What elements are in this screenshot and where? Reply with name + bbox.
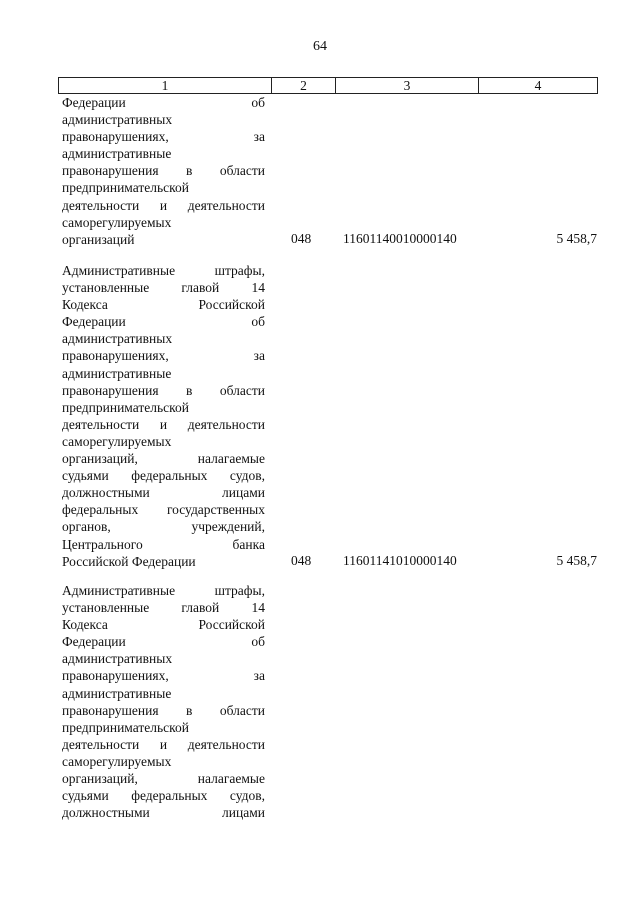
description-line: организаций, налагаемые — [62, 451, 265, 467]
description-line: организаций — [62, 231, 135, 247]
column-header-table — [58, 77, 598, 94]
row-kbk-code: 11601140010000140 — [343, 231, 457, 246]
description-line: должностными лицами — [62, 485, 265, 501]
description-line: правонарушениях, за — [62, 129, 265, 145]
description-line: установленные главой 14 — [62, 280, 265, 296]
description-line: правонарушения в области — [62, 382, 265, 398]
description-line: административные — [62, 685, 172, 701]
column-header-1: 1 — [59, 78, 272, 94]
row-description — [62, 94, 265, 248]
description-line: Российской Федерации — [62, 553, 196, 569]
column-header-4: 4 — [479, 78, 598, 94]
description-line: правонарушениях, за — [62, 668, 265, 684]
description-line: деятельности и деятельности — [62, 197, 265, 213]
description-line: саморегулируемых — [62, 753, 172, 769]
description-line: правонарушения в области — [62, 702, 265, 718]
description-line: административных — [62, 651, 173, 667]
description-line: деятельности и деятельности — [62, 416, 265, 432]
description-line: должностными лицами — [62, 805, 265, 821]
column-header-2: 2 — [272, 78, 336, 94]
description-line: организаций, налагаемые — [62, 771, 265, 787]
row-admin-code: 048 — [291, 231, 312, 246]
description-line: правонарушениях, за — [62, 348, 265, 364]
description-line: административных — [62, 331, 173, 347]
description-line: административные — [62, 365, 172, 381]
row-description — [62, 262, 265, 570]
description-line: саморегулируемых — [62, 214, 172, 230]
description-line: деятельности и деятельности — [62, 736, 265, 752]
description-line: Административные штрафы, — [62, 583, 265, 598]
description-line: федеральных государственных — [62, 502, 265, 518]
column-header-row — [59, 78, 598, 94]
row-amount: 5 458,7 — [556, 553, 597, 568]
description-line: судьями федеральных судов, — [62, 788, 265, 804]
description-line: Кодекса Российской — [62, 297, 265, 313]
description-line: Федерации об — [62, 634, 265, 650]
description-line: саморегулируемых — [62, 433, 172, 449]
row-kbk-code: 11601141010000140 — [343, 553, 457, 568]
description-line: предпринимательской — [62, 180, 190, 196]
description-line: Кодекса Российской — [62, 617, 265, 633]
description-line: Федерации об — [62, 95, 265, 110]
description-line: судьями федеральных судов, — [62, 468, 265, 484]
description-line: правонарушения в области — [62, 163, 265, 179]
description-line: Центрального банка — [62, 536, 265, 552]
description-line: Административные штрафы, — [62, 263, 265, 278]
column-header-3: 3 — [336, 78, 479, 94]
row-admin-code: 048 — [291, 553, 312, 568]
description-line: административные — [62, 146, 172, 162]
description-line: Федерации об — [62, 314, 265, 330]
description-line: установленные главой 14 — [62, 600, 265, 616]
description-line: предпринимательской — [62, 399, 190, 415]
row-amount: 5 458,7 — [556, 231, 597, 246]
description-line: административных — [62, 112, 173, 128]
description-line: органов, учреждений, — [62, 519, 265, 535]
page-number: 64 — [313, 39, 327, 54]
row-description — [62, 582, 265, 821]
description-line: предпринимательской — [62, 719, 190, 735]
